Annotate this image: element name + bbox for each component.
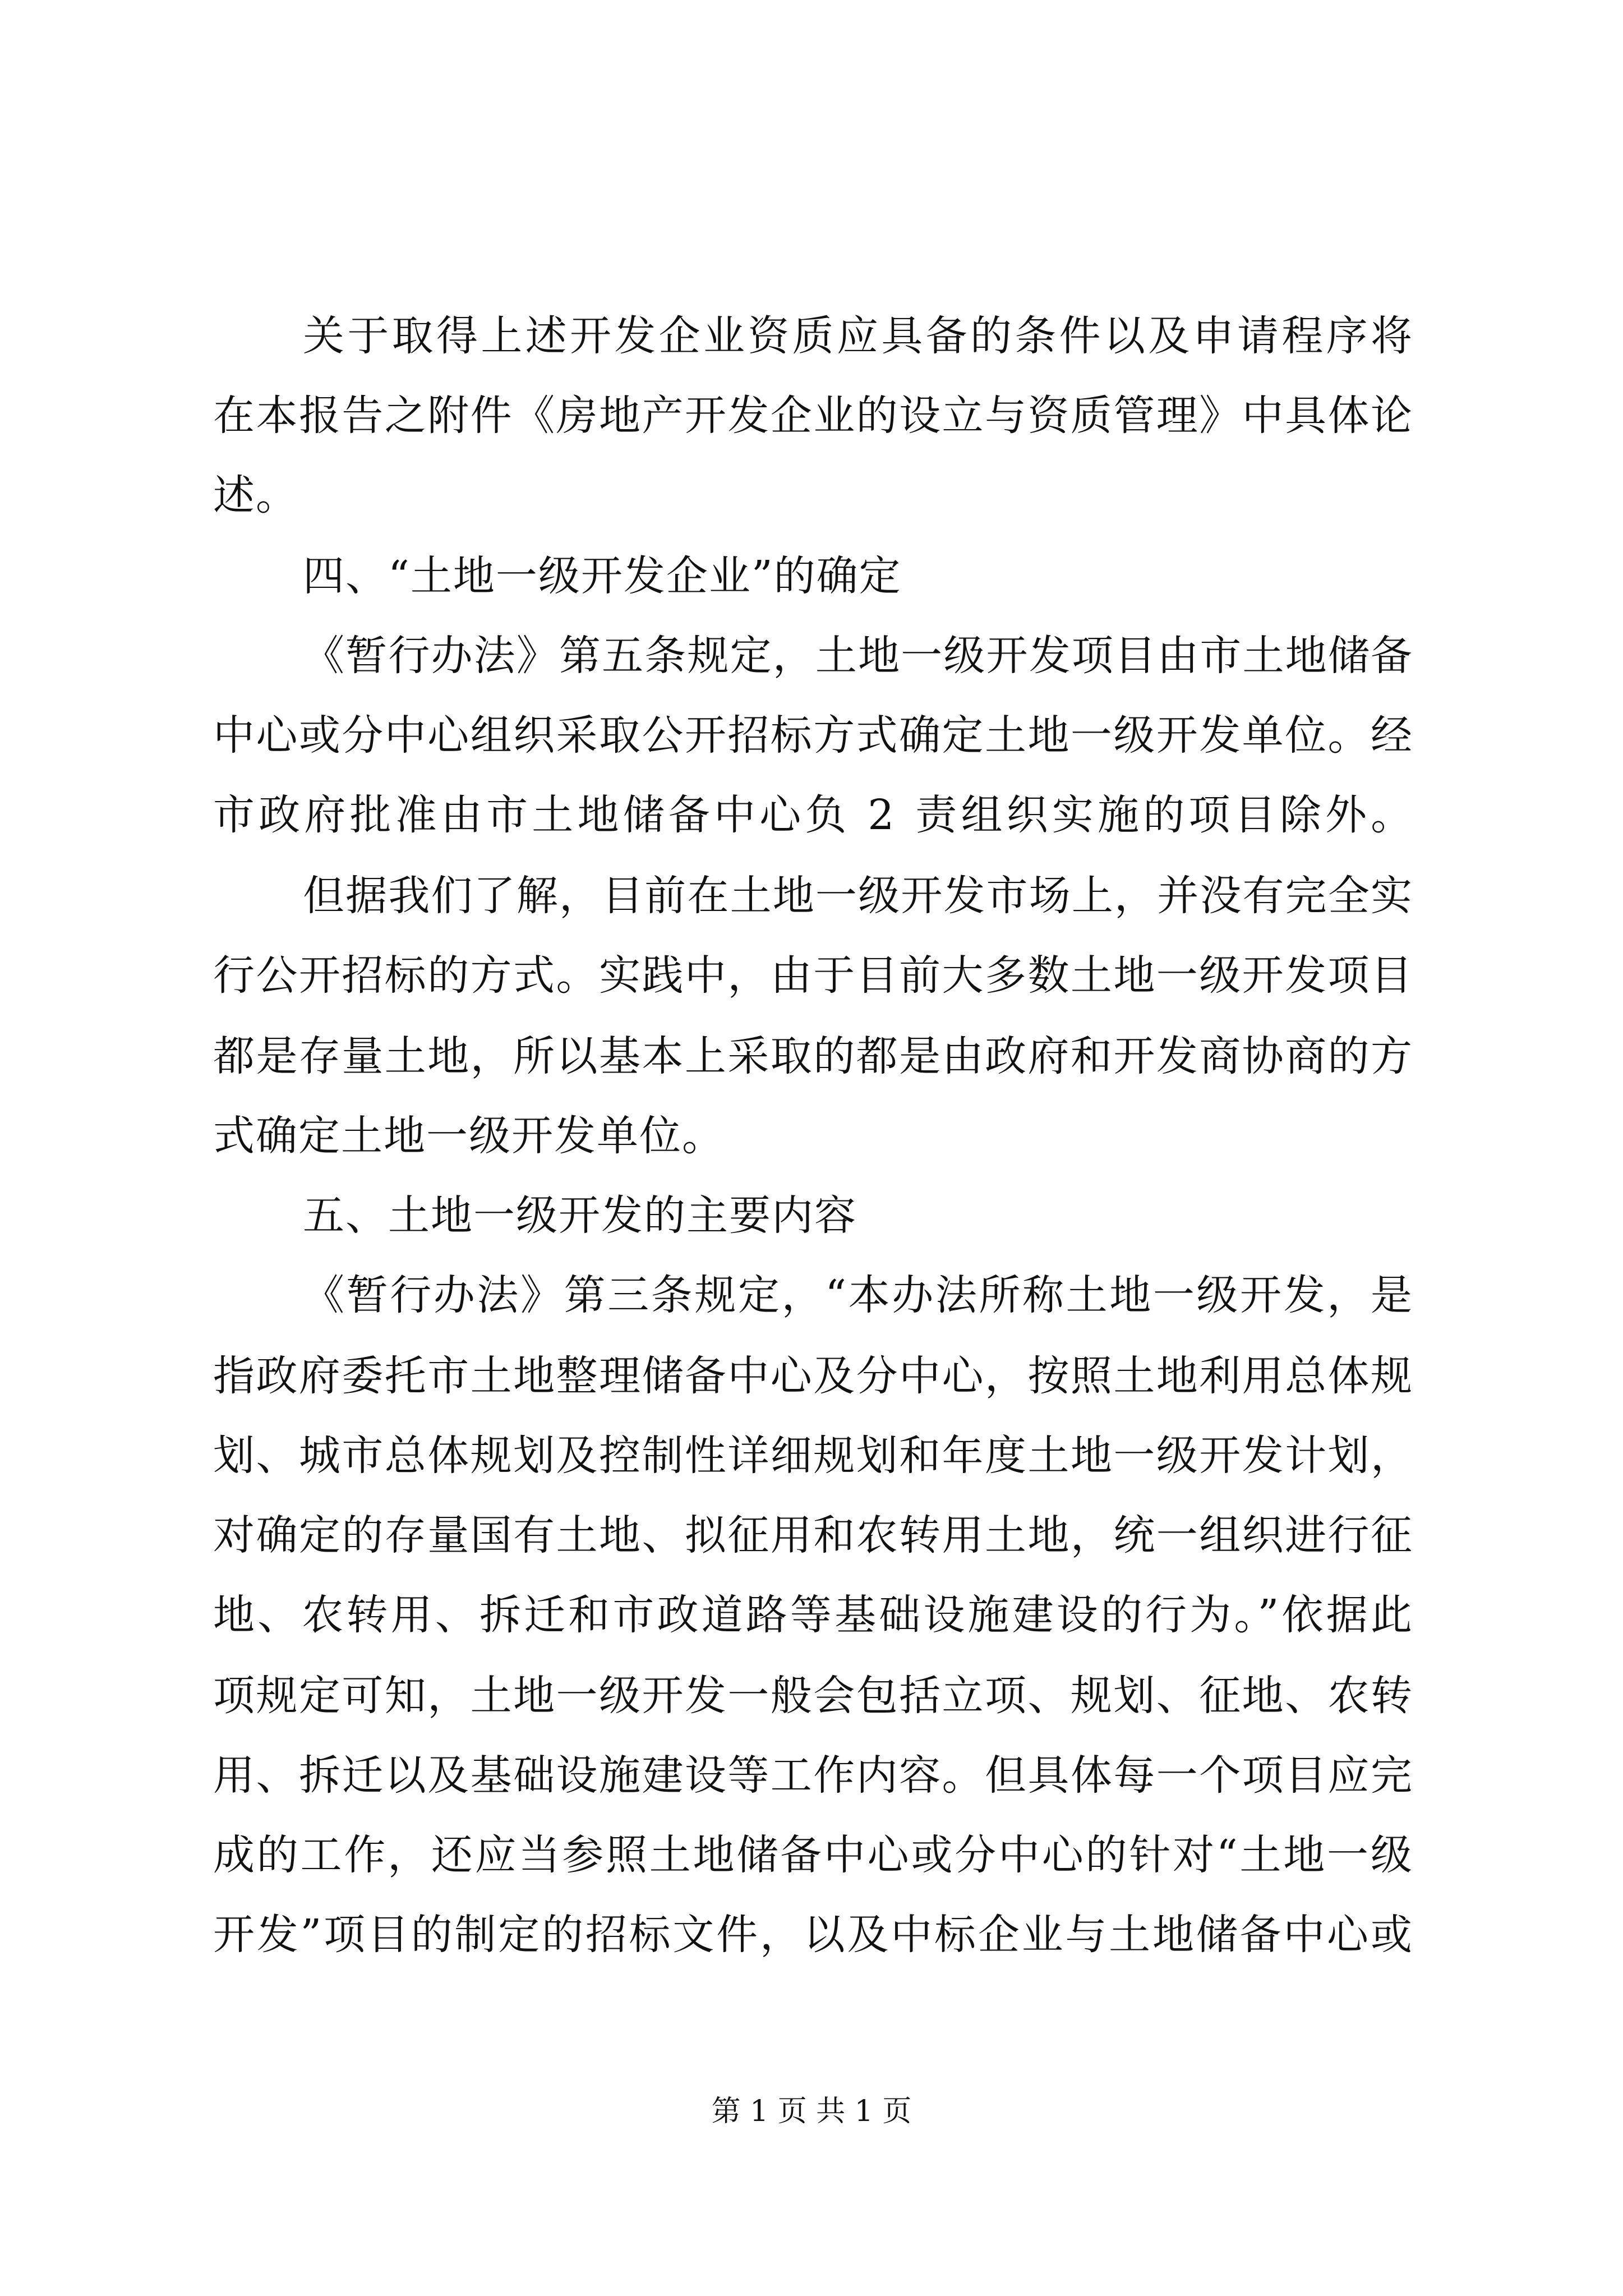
text-line-10: 都是存量土地，所以基本上采取的都是由政府和开发商协商的方: [213, 1032, 1414, 1080]
text-line-2: 在本报告之附件《房地产开发企业的设立与资质管理》中具体论: [213, 392, 1414, 440]
text-line-13: 《暂行办法》第三条规定，“本办法所称土地一级开发，是: [303, 1271, 1414, 1319]
text-line-19: 用、拆迁以及基础设施建设等工作内容。但具体每一个项目应完: [213, 1751, 1414, 1800]
text-line-11: 式确定土地一级开发单位。: [213, 1112, 725, 1160]
text-line-17: 地、农转用、拆迁和市政道路等基础设施建设的行为。”依据此: [213, 1591, 1415, 1639]
text-line-14: 指政府委托市土地整理储备中心及分中心，按照土地利用总体规: [213, 1352, 1414, 1400]
text-line-5: 《暂行办法》第五条规定，土地一级开发项目由市土地储备: [303, 632, 1414, 680]
text-line-1: 关于取得上述开发企业资质应具备的条件以及申请程序将: [303, 312, 1415, 360]
text-line-15: 划、城市总体规划及控制性详细规划和年度土地一级开发计划，: [213, 1432, 1414, 1480]
text-line-18: 项规定可知，土地一级开发一般会包括立项、规划、征地、农转: [213, 1672, 1414, 1720]
section-heading-4: 四、“土地一级开发企业”的确定: [303, 552, 902, 600]
text-line-3: 述。: [213, 471, 298, 519]
text-line-9: 行公开招标的方式。实践中，由于目前大多数土地一级开发项目: [213, 951, 1414, 1000]
text-line-16: 对确定的存量国有土地、拟征用和农转用土地，统一组织进行征: [213, 1511, 1414, 1559]
text-line-7: 市政府批准由市土地储备中心负 2 责组织实施的项目除外。: [213, 791, 1417, 839]
section-heading-5: 五、土地一级开发的主要内容: [303, 1191, 857, 1240]
text-line-20: 成的工作，还应当参照土地储备中心或分中心的针对“土地一级: [213, 1831, 1414, 1879]
page-footer: 第 1 页 共 1 页: [711, 2095, 912, 2128]
text-line-8: 但据我们了解，目前在土地一级开发市场上，并没有完全实: [303, 872, 1414, 920]
text-line-21: 开发”项目的制定的招标文件，以及中标企业与土地储备中心或: [213, 1911, 1414, 1959]
text-line-6: 中心或分中心组织采取公开招标方式确定土地一级开发单位。经: [213, 711, 1414, 760]
